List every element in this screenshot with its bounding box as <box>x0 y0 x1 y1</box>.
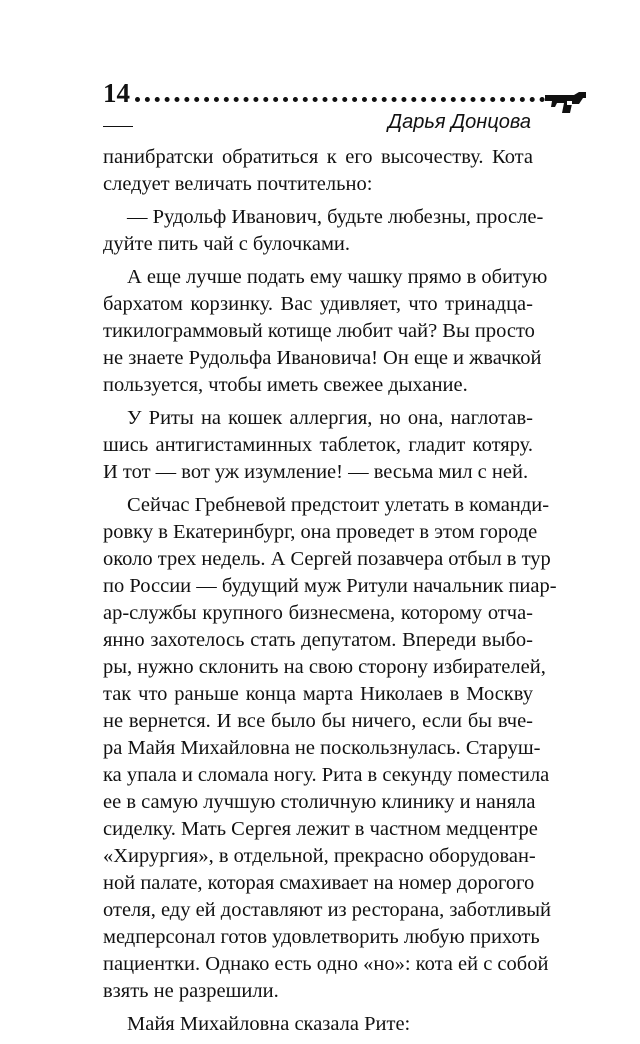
text-line: Майя Михайловна сказала Рите: <box>127 1013 411 1035</box>
text-line: взять не разрешили. <box>103 980 279 1002</box>
text-line: ры, нужно склонить на свою сторону избирателей, <box>103 656 546 678</box>
text-line: ка упала и сломала ногу. Рита в секунду поместила <box>103 764 550 786</box>
text-line: И тот — вот уж изумление! — весьма мил с ней. <box>103 461 529 483</box>
paragraph <box>103 264 548 399</box>
text-line: тикилограммовый котище любит чай? Вы просто <box>103 320 535 342</box>
text-line: ра Майя Михайловна не поскользнулась. Старуш- <box>103 737 541 759</box>
text-line: ровку в Екатеринбург, она проведет в этом городе <box>103 521 538 543</box>
text-line: Сейчас Гребневой предстоит улетать в команди- <box>127 494 550 516</box>
text-line: пользуется, чтобы иметь свежее дыхание. <box>103 374 468 396</box>
text-line: следует величать почтительно: <box>103 173 373 195</box>
text-line: так что раньше конца марта Николаев в Москву <box>103 683 533 705</box>
text-line: не вернется. И все было бы ничего, если бы вче- <box>103 710 533 732</box>
text-line: дуйте пить чай с булочками. <box>103 233 351 255</box>
dot-leader <box>135 97 545 102</box>
text-line: ной палате, которая смахивает на номер дорогого <box>103 872 535 894</box>
paragraph <box>103 405 533 486</box>
pistol-icon <box>543 88 588 114</box>
paragraph <box>103 204 544 258</box>
text-line: по России — будущий муж Ритули начальник пиар- <box>103 575 557 597</box>
text-line: — Рудольф Иванович, будьте любезны, просле- <box>127 206 544 228</box>
text-line: А еще лучше подать ему чашку прямо в обитую <box>127 266 548 288</box>
text-line: не знаете Рудольфа Ивановича! Он еще и жвачкой <box>103 347 542 369</box>
author-name: Дарья Донцова <box>388 111 531 133</box>
text-line: янно захотелось стать депутатом. Впереди выбо- <box>103 629 533 651</box>
page-number: 14 <box>103 78 130 108</box>
text-line: сиделку. Мать Сергея лежит в частном медцентре <box>103 818 538 840</box>
text-line: «Хирургия», в отдельной, прекрасно оборудован- <box>103 845 536 867</box>
text-line: шись антигистаминных таблеток, гладит котяру. <box>103 434 533 456</box>
text-line: медперсонал готов удовлетворить любую прихоть <box>103 926 540 948</box>
header-rule <box>103 126 133 127</box>
text-line: около трех недель. А Сергей позавчера отбыл в тур <box>103 548 551 570</box>
paragraph <box>103 492 557 1005</box>
text-line: бархатом корзинку. Вас удивляет, что тринадца- <box>103 293 533 315</box>
text-line: ар-службы крупного бизнесмена, которому отча- <box>103 602 533 624</box>
paragraph <box>103 144 533 198</box>
text-line: У Риты на кошек аллергия, но она, наглотав- <box>127 407 533 429</box>
text-line: пациентки. Однако есть одно «но»: кота ей с собой <box>103 953 549 975</box>
text-line: ее в самую лучшую столичную клинику и наняла <box>103 791 536 813</box>
text-line: отеля, еду ей доставляют из ресторана, заботливый <box>103 899 552 921</box>
text-line: панибратски обратиться к его высочеству. Кота <box>103 146 533 168</box>
body-text <box>103 144 557 1044</box>
paragraph <box>103 1011 533 1038</box>
